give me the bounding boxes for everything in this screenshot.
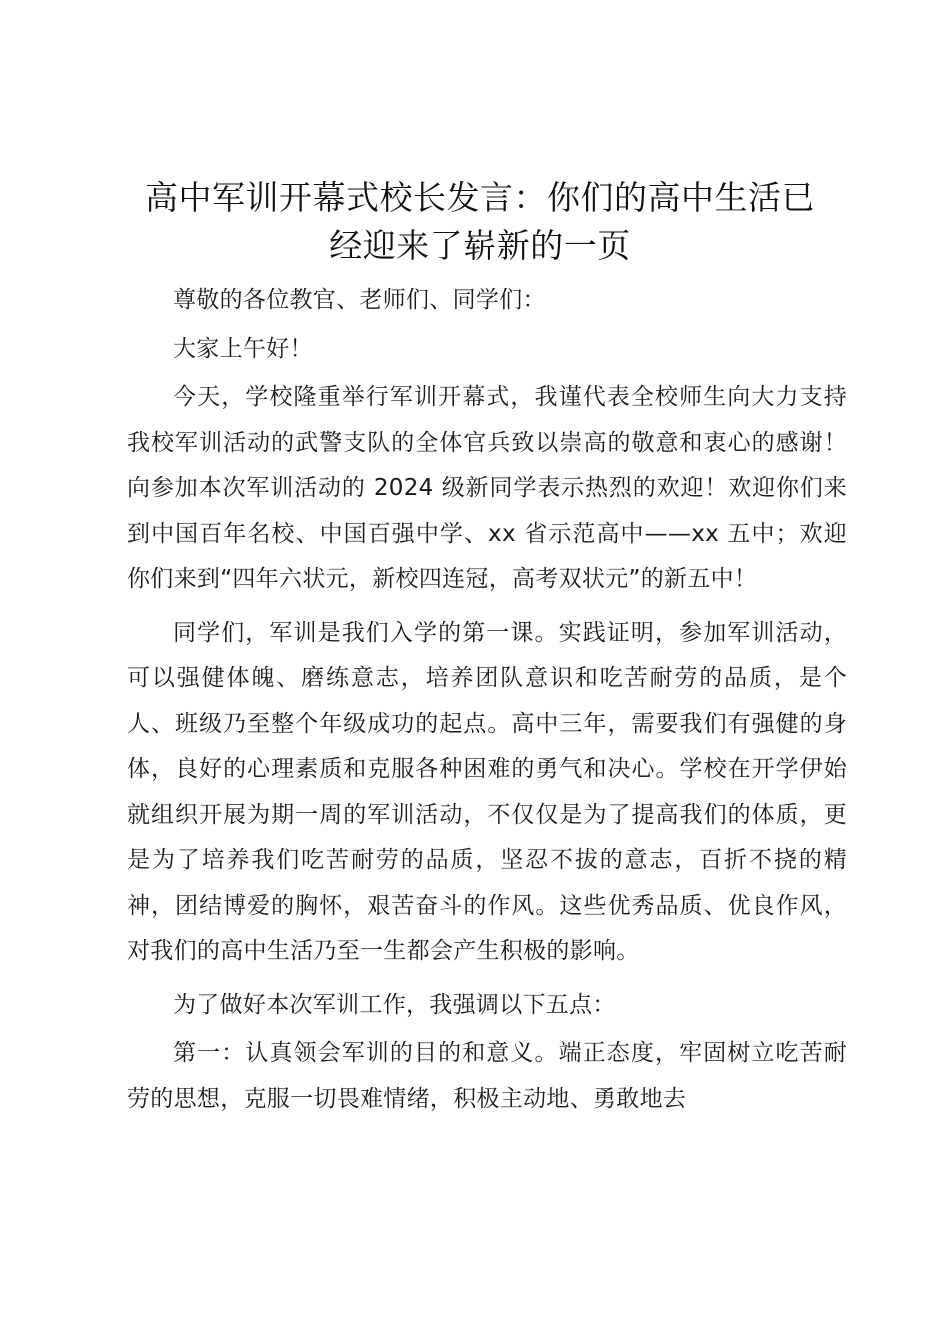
document-title [120, 174, 840, 270]
document-body [127, 278, 847, 1122]
salutation: 尊敬的各位教官、老师们、同学们： [173, 287, 546, 313]
title-line-2: 经迎来了崭新的一页 [329, 226, 631, 265]
paragraph-point-one: 第一：认真领会军训的目的和意义。端正态度，牢固树立吃苦耐劳的思想，克服一切畏难情绪，积极主动地、勇敢地去 [127, 1040, 847, 1112]
title-line-1: 高中军训开幕式校长发言：你们的高中生活已 [145, 178, 815, 217]
paragraph-significance: 同学们，军训是我们入学的第一课。实践证明，参加军训活动，可以强健体魄、磨练意志，培养团队意识和吃苦耐劳的品质，是个人、班级乃至整个年级成功的起点。高中三年，需要我们有强健的身体，良好的心理素质和克服各种困难的勇气和决心。学校在开学伊始就组织开展为期一周的军训活动，不仅仅是为了提高我们的体质，更是为了培养我们吃苦耐劳的品质，坚忍不拔的意志，百折不挠的精神，团结博爱的胸怀，艰苦奋斗的作风。这些优秀品质、优良作风，对我们的高中生活乃至一生都会产生积极的影响。 [127, 619, 847, 964]
paragraph-welcome: 今天，学校隆重举行军训开幕式，我谨代表全校师生向大力支持我校军训活动的武警支队的全体官兵致以崇高的敬意和衷心的感谢！向参加本次军训活动的 2024 级新同学表示热烈的欢迎！欢迎你们来到中国百年名校、中国百强中学、xx 省示范高中——xx 五中；欢迎你们来到“四年六状元，新校四连冠，高考双状元”的新五中！ [127, 384, 847, 592]
paragraph-five-points-intro: 为了做好本次军训工作，我强调以下五点： [173, 991, 616, 1018]
greeting-line: 大家上午好！ [173, 335, 313, 362]
